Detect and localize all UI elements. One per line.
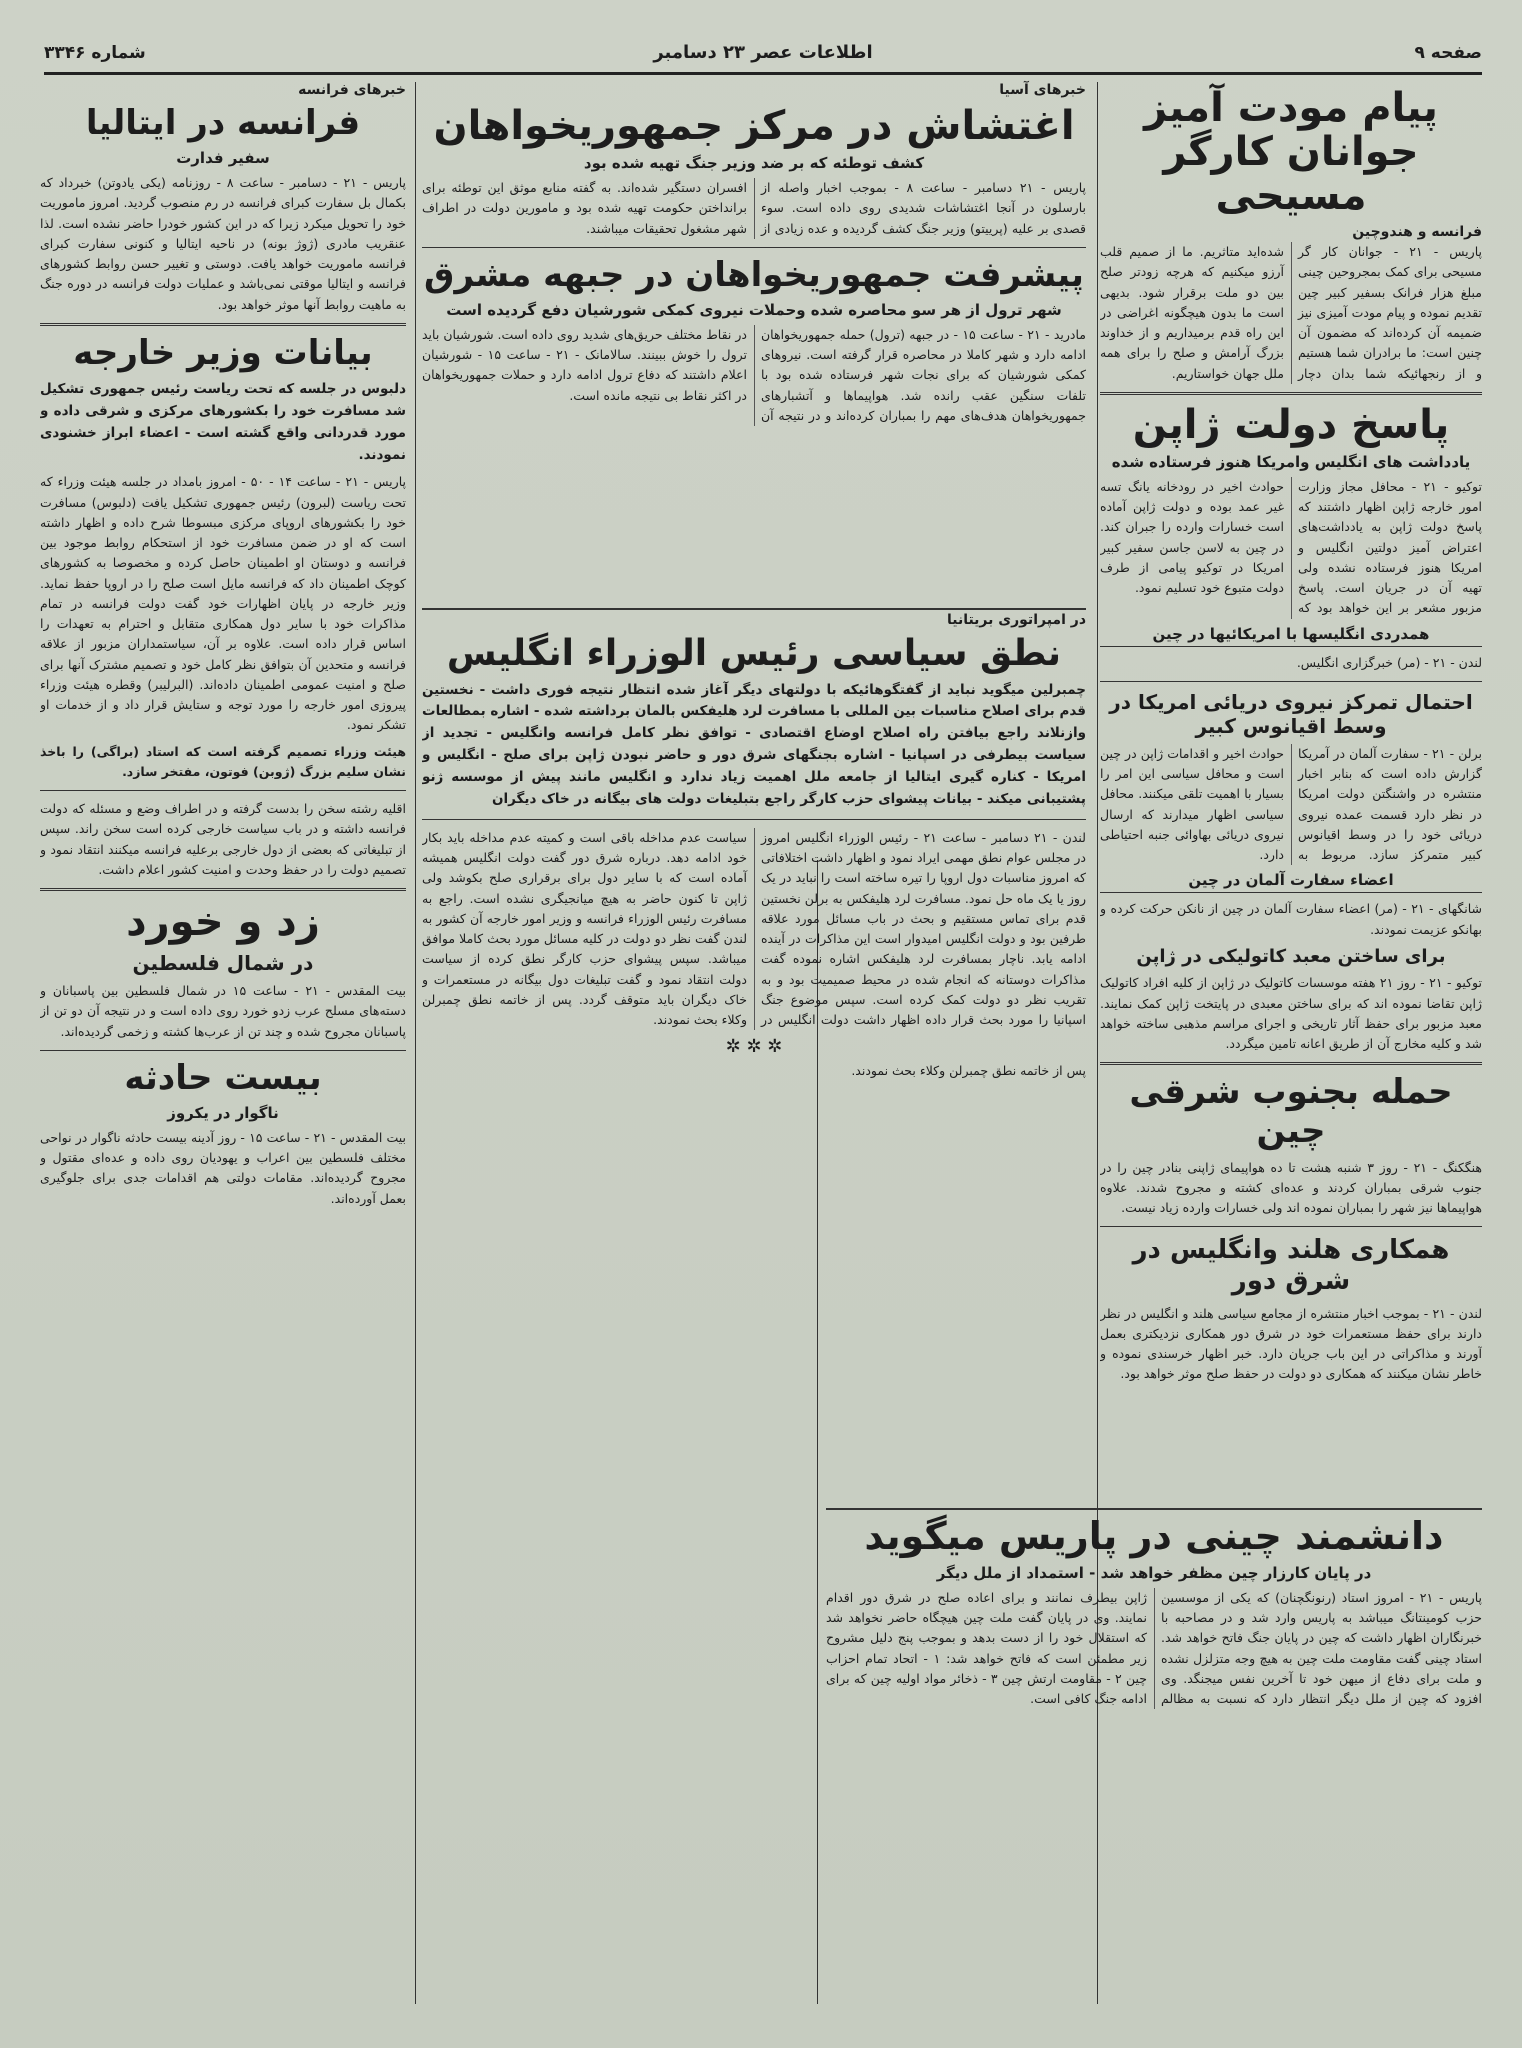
article-chinese-scholar-text-2: وی در پایان گفت ملت چین هیچگاه حاضر نخواهد شد که استقلال خود را از دست بدهد و بموجب پنج دلیل مشروح زیر مطمئن است که فاتح خواهد شد: ۱ - اتحاد تمام احزاب چین ۲ - مقاومت ارتش چین ۳ - ذخائر مواد اولیه چین که برای ادامه جنگ کافی است. (826, 1610, 1147, 1707)
headline-us-concentration: احتمال تمرکز نیروی دریائی امریکا در وسط اقیانوس کبیر (1109, 689, 1473, 738)
divider (422, 819, 1086, 820)
paper-date: اطلاعات عصر ۲۳ دسامبر (653, 42, 873, 63)
article-german-embassy: شانگهای - ۲۱ - (مر) اعضاء سفارت آلمان در چین از نانکن حرکت کرده و بهانکو عزیمت نمودند. (1100, 901, 1482, 937)
article-teruel-advance: مادرید - ۲۱ - ساعت ۱۵ - در جبهه (ترول) حمله جمهوریخواهان ادامه دارد و شهر کاملا در محاصره قرار گرفته است. نیروهای کمکی شورشیان که برای نجات شهر فرستاده شده بود با تلفات سنگین عقب رانده شد. هواپیماها و آتشبارهای جمهوریخواهان هدف‌های مهم را بمباران کرده‌اند و در نتیجه آن در نقاط مختلف حریق‌های شدید روی داده است. شورشیان باید ترول را خوش ببینند. سالامانک - ۲۱ - ساعت ۱۵ - شورشیان اعلام داشتند که دفاع ترول ادامه دارد و حملات جمهوریخواهان در اکثر نقاط بی نتیجه مانده است. (422, 326, 1086, 423)
headline-spain-republicans: اغتشاش در مرکز جمهوریخواهان (433, 103, 1075, 149)
headline-friendly-message: پیام مودت آمیز جوانان کارگر مسیحی (1144, 85, 1438, 219)
divider (40, 323, 406, 326)
section-british-empire: در امپراتوری بریتانیا (946, 612, 1086, 628)
article-spain-republicans: پاریس - ۲۱ دسامبر - ساعت ۸ - بموجب اخبار واصله از بارسلون در آنجا اغتشاشات شدیدی روی داده است. سوء قصدی بر علیه (پرییتو) وزیر جنگ کشف گردیده و عده زیادی از افسران دستگیر شده‌اند. به گفته منابع موثق این توطئه برای برانداختن حکومت تهیه شده بود و مامورین دولت در اطراف شهر مشغول تحقیقات میباشند. (422, 180, 1086, 236)
article-twenty-incidents: بیت المقدس - ۲۱ - ساعت ۱۵ - روز آدینه بیست حادثه ناگوار در نواحی مختلف فلسطین بین اعراب و یهودیان روی داده و عده‌ای مقتول و مجروح گردیده‌اند. مقامات دولتی هم اقدامات جدی برای جلوگیری بعمل آورده‌اند. (40, 1129, 406, 1206)
headline-uk-speech: نطق سیاسی رئیس الوزراء انگلیس (446, 633, 1062, 674)
subheadline-japan-reply: یادداشت های انگلیس وامریکا هنوز فرستاده شده (1111, 452, 1471, 471)
column-rule (415, 82, 416, 2004)
divider (40, 888, 406, 891)
article-chinese-scholar (826, 1588, 1482, 1710)
section-france-news: خبرهای فرانسه (298, 82, 406, 98)
headline-france-italy: فرانسه در ایتالیا (85, 103, 361, 143)
article-sympathy: لندن - ۲۱ - (مر) خبرگزاری انگلیس. (1296, 654, 1482, 670)
divider (422, 247, 1086, 248)
article-south-east-china: هنگکنگ - ۲۱ - روز ۳ شنبه هشت تا ده هواپیمای ژاپنی بنادر چین را در جنوب شرقی بمباران کردند و عده‌ای کشته و مجروح شدند. علاوه هواپیماها نیز شهر را بمباران نموده اند ولی خسارات وارده زیاد نیست. (1100, 1159, 1482, 1216)
masthead (44, 34, 1482, 75)
column-left (40, 80, 406, 2008)
article-short-note: اقلیه رشته سخن را بدست گرفته و در اطراف وضع و مسئله که دولت فرانسه داشته و در باب سیاست خارجی کرده است سخن راند. سپس از تبلیغاتی که بعضی از دول خارجی برعلیه فرانسه میکنند انتقاد نمود و تصمیم دولت را در حفظ وحدت و امنیت کشور اعلام داشت. (40, 801, 406, 877)
headline-twenty-incidents: بیست حادثه (124, 1057, 322, 1098)
kicker-france-italy: سفیر فدارت (176, 149, 270, 168)
uk-speech-block (422, 608, 1086, 1510)
headline-foreign-minister: بیانات وزیر خارجه (73, 332, 373, 373)
headline-chinese-scholar: دانشمند چینی در پاریس میگوید (864, 1514, 1444, 1558)
divider (40, 1050, 406, 1051)
subheadline-chinese-scholar: در پایان کارزار چین مظفر خواهد شد - استمداد از ملل دیگر (936, 1563, 1372, 1582)
article-foreign-minister: پاریس - ۲۱ - ساعت ۱۴ - ۵۰ - امروز بامداد در جلسه هیئت وزراء که تحت ریاست (لبرون) رئیس جمهوری تشکیل یافت (دلبوس) مسافرت خود را بکشورهای اروپای مرکزی مبسوطا شرح داده و اظهار داشته است که او در ضمن مسافرت خود از استحکام روابط موجود بین فرانسه و دوستان او اطمینان حاصل کرده و مخصوصا به کشورهای کوچک اطمینان داد که فرانسه مایل است صلح را در اروپا حفظ نماید. وزیر خارجه در پایان اظهارات خود گفت دولت فرانسه در تمام مذاکرات خود با سایر دول همکاری متقابل و احترام به تعهدات را اساس قرار داده است. علاوه بر آن، سیاستمداران مزبور از علاقه فرانسه و متحدین آن بتوافق نظر کامل خود و تصمیم مشترک آنها برای صلح و امنیت عمومی اطمینان داده‌اند. (البرلیبر) وقطره هیئت وزراء پیروزی امور خارجه را مورد توجه و ستایش قرار داد و از خدمات او تشکر نمود. (40, 474, 406, 733)
subheadline-teruel-advance: شهر ترول از هر سو محاصره شده وحملات نیروی کمکی شورشیان دفع گردیده است (446, 300, 1062, 319)
subhead-sympathy: همدردی انگلیسها با امریکائیها در چین (1100, 625, 1482, 647)
article-chinese-scholar-block (826, 1508, 1482, 2004)
divider (1100, 681, 1482, 682)
subheadline-uk-speech: چمبرلین میگوید نباید از گفتگوهائیکه با دولتهای دیگر آغاز شده انتظار نتیجه فوری داشت - نخستین قدم برای اصلاح مناسبات بین المللی با مسافرت لرد هلیفکس بالمان برداشته شده - اشاره بمطالعات وازنلاند راجع بیافتن راه اصلاح اوضاع اقتصادی - توافق نظر کامل فرانسه وانگلیس - تجدید از سیاست بیطرفی در اسپانیا - اشاره بجنگهای شرق دور و حاضر نبودن ژاپن برای صلح - انگلیس و امریکا - کناره گیری ایتالیا از جامعه ملل اهمیت زیاد ندارد و انگلیس مانند پیش از موسسه ژنو پشتیبانی میکند - بیانات پیشوای حزب کارگر راجع بتبلیغات دولت های بیگانه در خاک دیگران (422, 681, 1086, 807)
divider (1100, 1062, 1482, 1065)
footer-note: پس از خاتمه نطق چمبرلن وکلاء بحث نمودند. (851, 1063, 1086, 1079)
headline-japan-reply: پاسخ دولت ژاپن (1132, 401, 1450, 448)
article-dutch-cooperation: لندن - ۲۱ - بموجب اخبار منتشره از مجامع سیاسی هلند و انگلیس در نظر دارند برای حفظ مستعمرات خود در شرق دور همکاری نزدیکتری بعمل آورند و مذاکراتی در این باب جریان دارد. خبر اظهار خرسندی نموده و خاطر نشان میکنند که همکاری دو دولت در حفظ صلح موثر خواهد بود. (1100, 1305, 1482, 1382)
subheadline-twenty-incidents: ناگوار در یکروز (167, 1103, 279, 1122)
section-asia-news: خبرهای آسیا (999, 82, 1086, 98)
subheadline-foreign-minister: دلبوس در جلسه که تحت ریاست رئیس جمهوری تشکیل شد مسافرت خود را بکشورهای مرکزی و شرقی داده و مورد قدردانی واقع گشته است - اعضاء ابراز خشنودی نمودند. (40, 380, 406, 463)
headline-south-east-china: حمله بجنوب شرقی چین (1129, 1072, 1453, 1152)
article-chinese-scholar-text: پاریس - ۲۱ - امروز استاد (رنونگچنان) که یکی از موسسین حزب کومینتانگ میباشد به پاریس وارد شد و در مصاحبه با خبرنگاران اظهار داشت که چین در پایان جنگ فاتح خواهد شد. استاد چینی گفت مقاومت ملت چین به هیچ وجه متزلزل نشده و ملت برای دفاع از میهن خود تا آخرین نفس میجنگد. وی افزود که چین از ملل دیگر انتظار دارد که نسبت به مظالم ژاپن بیطرف نمانند و برای اعاده صلح در شرق دور اقدام نمایند. (826, 1589, 1482, 1707)
article-friendly-message: پاریس - ۲۱ - جوانان کار گر مسیحی برای کمک بمجروحین چینی مبلغ هزار فرانک بسفیر کبیر چین تقدیم نموده و پیام مودت آمیزی نیز ضمیمه آن کرده‌اند که مضمون آن چنین است: ما برادران شما هستیم و از رنجهائیکه شما بدان دچار شده‌اید متاثریم. ما از صمیم قلب آرزو میکنیم که هرچه زودتر صلح بین دو ملت برقرار شود. بدیهی است ما بدون هیچگونه اغراضی در این راه قدم برمیداریم و از خداوند بزرگ آرامش و صلح را برای همه ملل جهان خواستاریم. (1100, 244, 1482, 381)
article-uk-speech (422, 828, 1086, 1031)
headline-palestine: زد و خورد (126, 899, 320, 946)
article-france-italy: پاریس - ۲۱ - دسامبر - ساعت ۸ - روزنامه (یکی یادوتن) خبرداد که بکمال بل سفارت کبرای فرانسه در رم منصوب گردید. امروز ماموریت خود را تحویل میکرد زیرا که در این کشور خودرا حاضر نشده است. لذا عنقریب مادری (ژوژ بونه) در ناحیه ایتالیا و کنونی سفارت کبرای فرانسه ماموریت خواهد یافت. دوستی و تغییر حسن روابط کشورهای فرانسه و ایتالیا موقتی نمی‌باشد و عملیات دولت فرانسه در دوره جنگ به ماهیت روابط آنها موثر خواهد بود. (40, 175, 406, 312)
subhead-german-embassy: اعضاء سفارت آلمان در چین (1100, 871, 1482, 893)
divider (1100, 1226, 1482, 1227)
article-uk-speech-text-2: سپس موضوع جنگ اسپانیا را مورد بحث قرار داده اظهار داشت دولت انگلیس در سیاست عدم مداخله باقی است و کمیته عدم مداخله باید بکار خود ادامه دهد. درباره شرق دور گفت دولت انگلیس همیشه آماده است که با سایر دول برای برقراری صلح بکوشد ولی ژاپن تا کنون حاضر به هیچ میانجیگری نشده است. راجع به مسافرت رئیس الوزراء فرانسه و وزیر امور خارجه آن کشور به لندن گفت نظر دو دولت در کلیه مسائل مورد بحث کاملا موافق میباشد. سپس پیشوای حزب کارگر نطق کرده از سیاست دولت انتقاد نمود و گفت تبلیغات دول بیگانه در مستعمرات و خاک دیگران باید متوقف گردد. پس از خاتمه نطق چمبرلن وکلاء بحث نمودند. (422, 829, 1086, 1027)
issue-number: شماره ۳۳۴۶ (44, 43, 146, 63)
subheadline-spain-republicans: کشف توطئه که بر ضد وزیر جنگ تهیه شده بود (583, 154, 925, 172)
article-catholic-temple: توکیو - ۲۱ - روز ۲۱ هفته موسسات کاتولیک در ژاپن از کلیه افراد کاتولیک ژاپن تقاضا نموده اند که برای ساختن معبدی در پایتخت ژاپن کمک نمایند. معبد مزبور برای حفظ آثار تاریخی و اجرای مراسم مذهبی ساخته خواهد شد و کلیه مخارج آن از طریق اعانه تامین میگردد. (1100, 975, 1482, 1052)
headline-catholic-temple: برای ساختن معبد کاتولیکی در ژاپن (1136, 945, 1446, 967)
subheadline-palestine: در شمال فلسطین (132, 951, 314, 976)
headline-dutch-cooperation: همکاری هلند وانگلیس در شرق دور (1132, 1235, 1450, 1297)
section-france-indochina: فرانسه و هندوچین (1352, 224, 1482, 240)
asia-news-block (422, 80, 1086, 600)
article-us-concentration: برلن - ۲۱ - سفارت آلمان در آمریکا گزارش داده است که بنابر اخبار منتشره در واشنگتن دولت امریکا در نظر دارد قسمت عمده نیروی دریائی خود را در وسط اقیانوس کبیر متمرکز سازد. مربوط به حوادث اخیر و اقدامات ژاپن در چین است و محافل سیاسی این امر را بسیار با اهمیت تلقی میکنند. محافل سیاسی اظهار میدارند که ارسال نیروی دریائی بهاوائی جنبه احتیاطی دارد. (1100, 745, 1482, 862)
stars-ornament: ✲ ✲ ✲ (725, 1036, 783, 1058)
divider (40, 790, 406, 791)
article-japan-reply: توکیو - ۲۱ - محافل مجاز وزارت امور خارجه ژاپن اظهار داشتند که پاسخ دولت ژاپن به یادداشت‌های اعتراض آمیز دولتین انگلیس و امریکا هنوز فرستاده نشده ولی تهیه آن در جریان است. پاسخ مزبور مشعر بر این خواهد بود که حوادث اخیر در رودخانه یانگ تسه غیر عمد بوده و دولت ژاپن آماده است خسارات وارده را جبران کند. در چین به لاسن جاسن سفیر کبیر امریکا در توکیو پیامی از طرف دولت متبوع خود تسلیم نمود. (1100, 478, 1482, 616)
article-palestine: بیت المقدس - ۲۱ - ساعت ۱۵ در شمال فلسطین بین پاسبانان و دسته‌های مسلح عرب زدو خورد روی داده است و در نتیجه آن دو تن از پاسبانان مجروح شده و چند تن از عرب‌ها کشته و زخمی گردیده‌اند. (40, 983, 406, 1039)
headline-teruel-advance: پیشرفت جمهوریخواهان در جبهه مشرق (424, 254, 1084, 295)
divider (1100, 392, 1482, 395)
page-label: صفحه ۹ (1414, 43, 1482, 63)
article-uk-speech-text: لندن - ۲۱ دسامبر - ساعت ۲۱ - رئیس الوزراء انگلیس امروز در مجلس عوام نطق مهمی ایراد نمود و اظهار داشت اختلافاتی که امروز مناسبات دول اروپا را تیره ساخته است را نباید در یک روز یا یک ماه حل نمود. مسافرت لرد هلیفکس به برلن نخستین قدم برای تماس مستقیم و بحث در باب مسائل مورد علاقه طرفین بود و دولت انگلیس امیدوار است این مذاکرات در آینده ادامه یابد. ناچار بمسافرت لرد هلیفکس اشاره نموده گفت مذاکرات دوستانه که انجام شده در محیط صمیمیت بود و به تقریب نظر دو دولت کمک کرده است. (761, 829, 1086, 1007)
article-cabinet-note: هیئت وزراء تصمیم گرفته است که استاد (براگی) را باخذ نشان سلیم بزرگ (ژوبن) فوتون، مفتخر سازد. (40, 743, 406, 779)
